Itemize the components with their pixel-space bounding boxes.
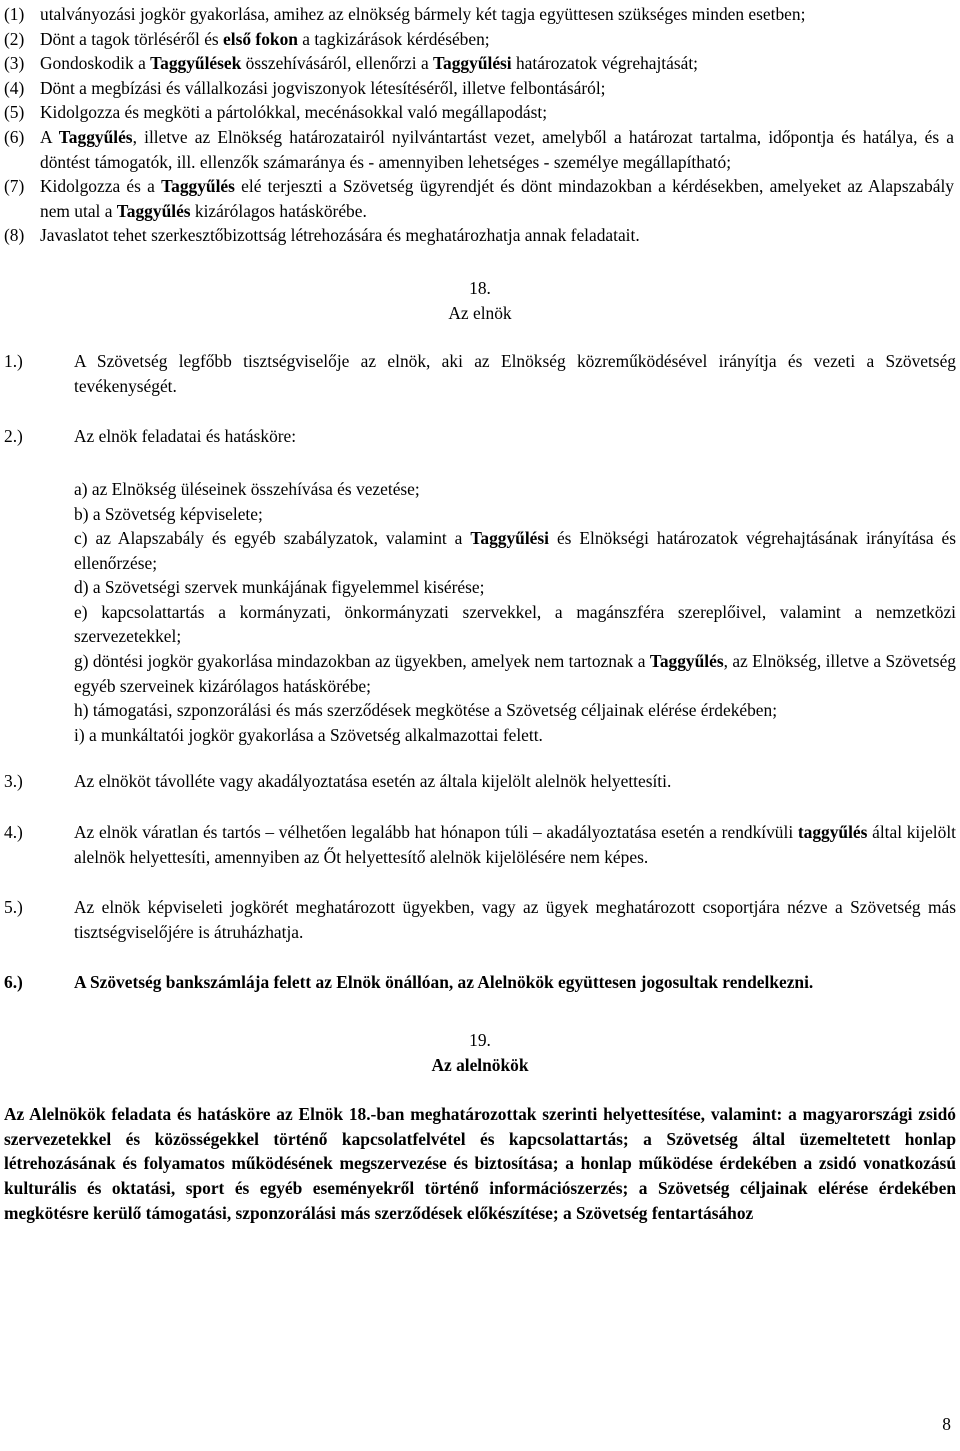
- text-segment: d) a Szövetségi szervek munkájának figyelemmel kisérése;: [74, 577, 485, 598]
- paragraph-2: [4, 424, 956, 449]
- bold-term: taggyűlés: [797, 822, 868, 843]
- bold-term: Taggyűlési: [470, 528, 549, 549]
- text-segment: b) a Szövetség képviselete;: [74, 503, 263, 524]
- list-item: [4, 100, 954, 125]
- paragraph-text: A Szövetség legfőbb tisztségviselője az elnök, aki az Elnökség közreműködésével irányítja és vezeti a Szövetség tevékenységét.: [74, 351, 956, 396]
- section-18-heading: [4, 276, 956, 325]
- list-item-text: [40, 27, 954, 52]
- list-item-text: [40, 223, 954, 248]
- section-19-heading: [4, 1028, 956, 1077]
- list-item: [74, 698, 956, 723]
- powers-list: [4, 2, 956, 248]
- list-item-number: (8): [4, 225, 25, 246]
- text-segment: e) kapcsolattartás a kormányzati, önkormányzati szervekkel, a magánszféra szereplőivel, valamint a nemzetközi szervezetekkel;: [74, 601, 956, 647]
- section-19-number: 19.: [469, 1030, 491, 1050]
- bold-term: Taggyűlési: [433, 53, 512, 74]
- paragraph-3: [4, 769, 956, 794]
- page-number: 8: [942, 1414, 951, 1435]
- paragraph-text: Az elnök képviseleti jogkörét meghatározott ügyekben, vagy az ügyek meghatározott csoportjára nézve a Szövetség más tisztségviselőjére is átruházhatja.: [74, 897, 956, 942]
- bold-term: Taggyűlés: [161, 176, 235, 197]
- text-segment: a tagkizárások kérdésében;: [297, 28, 490, 49]
- text-segment: összehívásáról, ellenőrzi a: [241, 53, 434, 74]
- paragraph-number: 6.): [4, 972, 23, 993]
- president-duties-list: [4, 477, 956, 748]
- bold-term: Taggyűlések: [150, 53, 242, 74]
- text-segment: , az Elnökség, illetve a Szövetség egyéb szerveinek kizárólagos hatáskörébe;: [74, 651, 956, 696]
- list-item-number: (5): [4, 102, 25, 123]
- section-18-title: Az elnök: [448, 302, 512, 323]
- text-segment: , illetve az Elnökség határozatairól nyilvántartást vezet, amelyből a határozat tartalma, időpontja és hatálya, és a döntést támogatók, ill. ellenzők számaránya és - amennyiben lehetséges - személye megállapítható;: [40, 126, 954, 172]
- list-item: [74, 649, 956, 698]
- paragraph-text: Az elnököt távolléte vagy akadályoztatása esetén az általa kijelölt alelnök helyettesíti.: [74, 771, 672, 792]
- list-item-number: (6): [4, 126, 25, 147]
- paragraph-number: 4.): [4, 822, 23, 843]
- list-item: [74, 575, 956, 600]
- list-item: [4, 27, 954, 52]
- text-segment: i) a munkáltatói jogkör gyakorlása a Szövetség alkalmazottai felett.: [74, 724, 543, 745]
- paragraph-5: [4, 895, 956, 944]
- bold-term: első fokon: [223, 28, 298, 49]
- list-item-number: (3): [4, 53, 25, 74]
- list-item-text: [40, 76, 954, 101]
- text-segment: Dönt a tagok törléséről és: [40, 28, 224, 49]
- text-segment: h) támogatási, szponzorálási és más szerződések megkötése a Szövetség céljainak elérése érdekében;: [74, 700, 778, 721]
- paragraph-text: Az elnök feladatai és hatásköre:: [74, 426, 297, 447]
- paragraph-number: 3.): [4, 771, 23, 792]
- paragraph-text: A Szövetség bankszámlája felett az Elnök önállóan, az Alelnökök együttesen jogosultak rendelkezni.: [74, 972, 814, 993]
- text-segment: határozatok végrehajtását;: [511, 53, 699, 74]
- list-item: [4, 223, 954, 248]
- list-item: [4, 174, 954, 223]
- list-item: [74, 526, 956, 575]
- text-segment: és Elnökségi határozatok végrehajtásának irányítása és ellenőrzése;: [74, 528, 957, 573]
- text-segment: Az elnök váratlan és tartós – vélhetően legalább hat hónapon túli – akadályoztatása esetén a rendkívüli: [74, 822, 798, 843]
- paragraph-6: [4, 970, 956, 995]
- list-item-number: (1): [4, 4, 25, 24]
- bold-term: Taggyűlés: [116, 200, 191, 221]
- vice-presidents-paragraph: Az Alelnökök feladata és hatásköre az Elnök 18.-ban meghatározottak szerinti helyettesítése, valamint: a magyarországi zsidó szervezetekkel és közösségekkel történő kapcsolatfelvétel és kapcsolattartás; a Szövetség által üzemeltetett honlap létrehozásának és folyamatos működésének megszervezése és biztosítása; a honlap működése érdekében a zsidó vonatkozású kulturális és oktatási, sport és egyéb eseményekről történő információszerzés; a Szövetség céljainak elérése érdekében megkötésre kerülő támogatási, szponzorálási más szerződések előkészítése; a Szövetség fentartásához: [4, 1104, 956, 1223]
- text-segment: elé terjeszti a Szövetség ügyrendjét és dönt mindazokban a kérdésekben, amelyeket az Alapszabály nem utal a: [40, 176, 954, 221]
- paragraph-number: 2.): [4, 426, 23, 447]
- text-segment: Dönt a megbízási és vállalkozási jogviszonyok létesítéséről, illetve felbontásáról;: [40, 77, 606, 98]
- paragraph-number: 5.): [4, 897, 23, 918]
- list-item-text: [40, 100, 954, 125]
- text-segment: Gondoskodik a: [40, 53, 151, 74]
- text-segment: a) az Elnökség üléseinek összehívása és vezetése;: [74, 478, 420, 499]
- list-item-text: [40, 174, 954, 223]
- list-item: [4, 2, 954, 27]
- list-item: [74, 502, 956, 527]
- list-item-text: [40, 125, 954, 174]
- bold-term: Taggyűlés: [649, 651, 724, 672]
- text-segment: c) az Alapszabály és egyéb szabályzatok, valamint a: [74, 528, 471, 549]
- paragraph-4: [4, 820, 956, 869]
- list-item: [4, 76, 954, 101]
- bold-term: Taggyűlés: [58, 126, 133, 147]
- section-18-number: 18.: [469, 277, 491, 298]
- text-segment: kizárólagos hatáskörébe.: [190, 200, 367, 221]
- list-item-number: (2): [4, 28, 25, 49]
- text-segment: Javaslatot tehet szerkesztőbizottság létrehozására és meghatározhatja annak feladatait.: [40, 225, 640, 246]
- text-segment: Kidolgozza és a: [40, 176, 162, 197]
- list-item: [74, 600, 956, 649]
- list-item-text: [40, 51, 954, 76]
- paragraph-1: [4, 349, 956, 398]
- section-19-title: Az alelnökök: [431, 1054, 529, 1075]
- text-segment: A: [40, 126, 59, 147]
- paragraph-number: 1.): [4, 351, 23, 372]
- list-item: [74, 477, 956, 502]
- text-segment: g) döntési jogkör gyakorlása mindazokban az ügyekben, amelyek nem tartoznak a: [74, 651, 650, 672]
- paragraph-text: [74, 820, 956, 869]
- text-segment: utalványozási jogkör gyakorlása, amihez az elnökség bármely két tagja együttesen szükséges minden esetben;: [40, 4, 806, 24]
- text-segment: Kidolgozza és megköti a pártolókkal, mecénásokkal való megállapodást;: [40, 102, 548, 123]
- list-item: [4, 51, 954, 76]
- list-item: [74, 723, 956, 748]
- list-item-number: (4): [4, 77, 25, 98]
- list-item-text: [40, 2, 954, 27]
- list-item-number: (7): [4, 176, 25, 197]
- list-item: [4, 125, 954, 174]
- text-segment: által kijelölt alelnök helyettesíti, amennyiben az Őt helyettesítő alelnök kijelölésére nem képes.: [74, 822, 956, 867]
